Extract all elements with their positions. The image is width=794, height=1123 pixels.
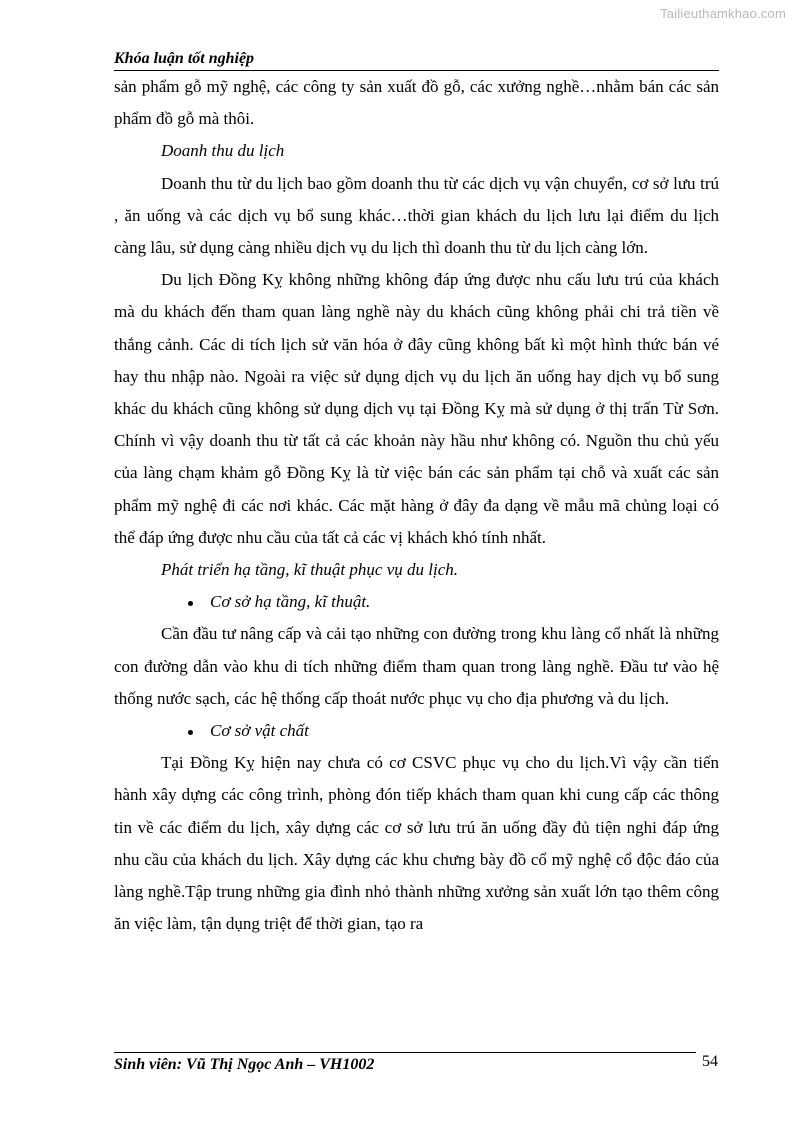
page-number: 54 bbox=[702, 1053, 718, 1070]
paragraph-facilities: Tại Đồng Kỵ hiện nay chưa có cơ CSVC phục vụ cho du lịch.Vì vậy cần tiến hành xây dựng các công trình, phòng đón tiếp khách tham quan khi cung cấp các thông tin về các điểm du lịch, xây dựng các cơ sở lưu trú ăn uống đầy đủ tiện nghi đáp ứng nhu cầu của khách du lịch. Xây dựng các khu chưng bày đồ cổ mỹ nghệ cổ độc đáo của làng nghề.Tập trung những gia đình nhỏ thành những xưởng sản xuất lớn tạo thêm công ăn việc làm, tận dụng triệt để thời gian, tạo ra bbox=[114, 753, 719, 934]
paragraph-revenue-definition: Doanh thu từ du lịch bao gồm doanh thu từ các dịch vụ vận chuyển, cơ sở lưu trú , ăn uống và các dịch vụ bổ sung khác…thời gian khách du lịch lưu lại điểm du lịch càng lâu, sử dụng càng nhiều dịch vụ du lịch thì doanh thu từ du lịch càng lớn. bbox=[114, 173, 719, 258]
bullet-infrastructure-label: Cơ sở hạ tầng, kĩ thuật. bbox=[210, 592, 371, 612]
header-title: Khóa luận tốt nghiệp bbox=[114, 50, 255, 67]
footer-divider bbox=[114, 1052, 696, 1053]
bullet-infrastructure bbox=[114, 586, 719, 618]
paragraph-infrastructure: Cần đầu tư nâng cấp và cải tạo những con đường trong khu làng cổ nhất là những con đường dẫn vào khu di tích những điểm tham quan trong làng nghề. Đầu tư vào hệ thống nước sạch, các hệ thống cấp thoát nước phục vụ cho địa phương và du lịch. bbox=[114, 624, 719, 708]
footer-student-name: Sinh viên: Vũ Thị Ngọc Anh – VH1002 bbox=[114, 1056, 375, 1073]
document-body bbox=[114, 71, 719, 940]
bullet-facilities-label: Cơ sở vật chất bbox=[210, 721, 309, 741]
paragraph-dong-ky-revenue: Du lịch Đồng Kỵ không những không đáp ứng được nhu cấu lưu trú của khách mà du khách đến tham quan làng nghề này du khách cũng không phải chi trả tiền về thắng cảnh. Các di tích lịch sử văn hóa ở đây cũng không bất kì một hình thức bán vé hay thu nhập nào. Ngoài ra việc sử dụng dịch vụ du lịch ăn uống hay dịch vụ bổ sung khác du khách cũng không sử dụng dịch vụ tại Đồng Kỵ mà sử dụng ở thị trấn Từ Sơn. Chính vì vậy doanh thu từ tất cả các khoản này hầu như không có. Nguồn thu chủ yếu của làng chạm khảm gỗ Đồng Kỵ là từ việc bán các sản phẩm tại chỗ và xuất các sản phẩm mỹ nghệ đi các nơi khác. Các mặt hàng ở đây đa dạng về mẫu mã chủng loại có thể đáp ứng được nhu cầu của tất cả các vị khách khó tính nhất. bbox=[114, 270, 719, 547]
paragraph-continuation: sản phẩm gỗ mỹ nghệ, các công ty sản xuất đồ gỗ, các xưởng nghề…nhằm bán các sản phẩm đồ gỗ mà thôi. bbox=[114, 77, 719, 129]
section-heading-infrastructure: Phát triển hạ tầng, kĩ thuật phục vụ du lịch. bbox=[161, 560, 458, 580]
watermark: Tailieuthamkhao.com bbox=[660, 6, 786, 21]
section-heading-tourism-revenue: Doanh thu du lịch bbox=[161, 141, 285, 161]
bullet-facilities bbox=[114, 715, 719, 747]
